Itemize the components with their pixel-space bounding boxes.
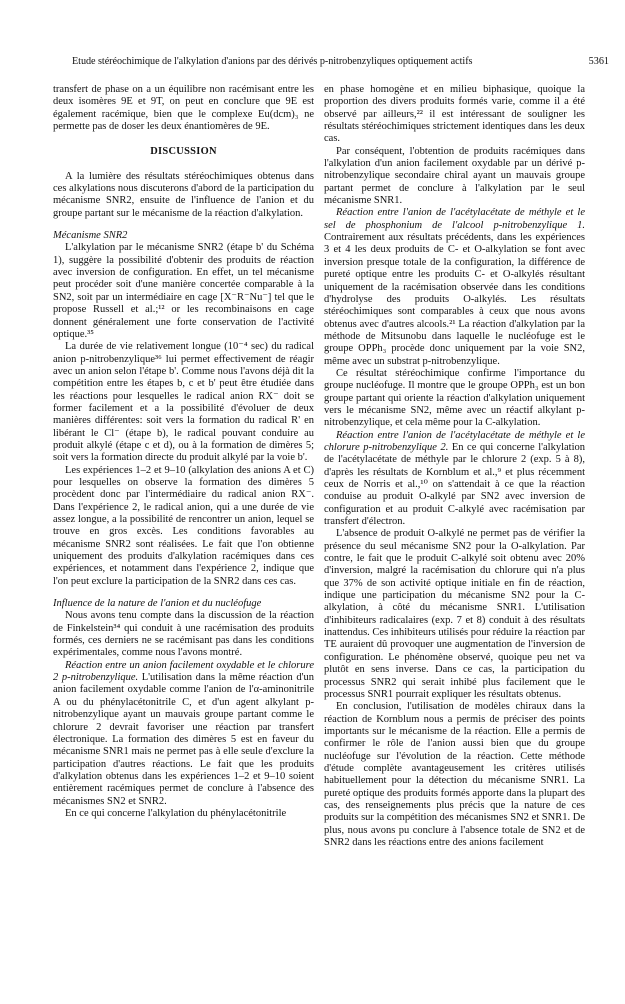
paragraph-text: En ce qui concerne l'alkylation de l'acétylacétate de méthyle par le chlorure 2 (exp. 5 à 8), d'après les résultats de Kornblum et al.,⁹ et plus récemment ceux de Norris et al.,¹⁰ on s'attendait à ce que la réaction conduise au produit O-alkylé par SN2 avec inversion de configuration et au produit C-alkylé avec racémisation par transfert d'électron. [324, 441, 586, 528]
paragraph: Par conséquent, l'obtention de produits racémiques dans l'alkylation d'un anion facilement oxydable par un dérivé p-nitrobenzylique secondaire chiral ayant un mauvais groupe partant permet de conclure à l'alkylation par le seul mécanisme SNR1. [324, 145, 585, 207]
paragraph-text: L'utilisation dans la même réaction d'un anion facilement oxydable comme l'anion de l'α-aminonitrile A ou du phénylacétonitrile C, et d'un agent alkylant p-nitrobenzylique ayant un mauvais groupe partant comme le chlorure 2 devrait favoriser une réaction par transfert électronique. La formation des dimères 5 est en faveur du mécanisme SNR1 mais ne permet pas à elle seule d'exclure la participation d'autres réactions. Le fait que les produits d'alkylation obtenus dans les expériences 1–2 et 9–10 soient entièrement racémiques permet de conclure à l'absence des mécanismes SN2 et SNR2. [53, 672, 314, 807]
paragraph: La durée de vie relativement longue (10⁻⁴ sec) du radical anion p-nitrobenzylique³⁶ lui permet effectivement de réagir avec un anion selon l'étape b'. Comme nous l'avons déjà dit la compétition entre les étapes b, c et b' peut être étudiée dans les réactions pour lesquelles le radical anion RX⁻ doit se former facilement et a la possibilité d'évoluer de deux manières différentes: soit vers la formation du radical R' en libérant le Cl⁻ (étape b), le radical pouvant conduire au produit alkylé (étape c et d), ou à la formation de dimères 5; soit vers la formation directe du produit alkylé par la voie b'. [53, 341, 314, 464]
paragraph [324, 430, 585, 529]
paragraph: Les expériences 1–2 et 9–10 (alkylation des anions A et C) pour lesquelles on observe la formation des dimères 5 procèdent donc par l'intermédiaire du radical anion RX⁻. Dans l'expérience 2, le radical anion, qui a une durée de vie assez longue, a la possibilité de rencontrer un anion, lequel se trouve en gros excès. Les conditions favorables au mécanisme SNR2 sont réalisées. Le fait que l'on obtienne uniquement des produits d'alkylation racémiques dans ces expériences, et notamment dans l'expérience 2, indique que l'on peut exclure la participation de la SNR2 dans ces cas. [53, 464, 314, 587]
paragraph [53, 660, 314, 808]
run-in-heading: Réaction entre l'anion de l'acétylacétate de méthyle et le sel de phosphonium de l'alcool p-nitrobenzylique 1. [324, 207, 585, 231]
left-column [53, 84, 314, 820]
paragraph: L'alkylation par le mécanisme SNR2 (étape b' du Schéma 1), suggère la possibilité d'obtenir des produits de réaction avec inversion de configuration. En effet, un tel mécanisme peut procéder soit d'une manière concertée comparable à la SN2, soit par un intermédiaire en cage [X⁻R⁻Nu⁻] tel que le propose Russell et al.;¹² or les recombinaisons en cage donnent généralement une forte conservation de l'activité optique.³⁵ [53, 242, 314, 340]
subsection-heading-mecanisme: Mécanisme SNR2 [53, 230, 128, 242]
paragraph-text: Contrairement aux résultats précédents, dans les expériences 3 et 4 les deux produits de C- et O-alkylation se font avec inversion presque totale de la configuration, la différence de pureté optique entre les produits C- et O-alkylés résultant uniquement de la racémisation observée dans les conditions d'hydrolyse des produits O-alkylés. Les résultats stéréochimiques sont comparables à ceux que nous avons obtenus avec d'autres alcools.²¹ La réaction d'alkylation par la méthode de Mitsunobu dans laquelle le nucléofuge est le groupe OPPh₃ procède donc uniquement par la voie SN2, même avec un substrat p-nitrobenzylique. [324, 232, 585, 367]
run-in-heading: Réaction entre un anion facilement oxydable et le chlorure 2 p-nitrobenzylique. [53, 659, 314, 684]
right-column [324, 84, 585, 849]
running-header [72, 56, 609, 70]
paragraph: L'absence de produit O-alkylé ne permet pas de vérifier la présence du seul mécanisme SN2 pour la O-alkylation. Par contre, le fait que le produit C-alkylé soit obtenu avec 20% d'inversion, malgré la racémisation du chlorure qui n'a plus que 37% de son activité optique initiale en fin de réaction, indique une participation du mécanisme SN2 pour la C-alkylation, à côté du mécanisme SNR1. L'utilisation d'inhibiteurs radicalaires (exp. 7 et 8) conduit à des résultats inattendus. Ces inhibiteurs utilisés pour réduire la réaction par TE auraient dû provoquer une augmentation de l'inversion de configuration. Le phénomène observé, quoique peu net va plutôt en sens inverse. Dans ce cas, la participation du processus SNR2 qui serait inhibé plus facilement que le processus SNR1 pourrait expliquer les résultats obtenus. [324, 528, 585, 700]
paragraph: Nous avons tenu compte dans la discussion de la réaction de Finkelstein³⁴ qui conduit à une racémisation des produits formés, ces derniers ne se racémisant pas dans les conditions expérimentales, comme nous l'avons montré. [53, 610, 314, 659]
running-title: Etude stéréochimique de l'alkylation d'anions par des dérivés p-nitrobenzyliques optiquement actifs [72, 56, 473, 67]
paragraph: A la lumière des résultats stéréochimiques obtenus dans ces alkylations nous discuterons d'abord de la participation du mécanisme SNR2, ensuite de l'influence de l'anion et du groupe partant sur le mécanisme de la réaction d'alkylation. [53, 170, 314, 219]
paragraph: en phase homogène et en milieu biphasique, quoique la proportion des divers produits formés varie, comme il a été observé par ailleurs,²² il est intéressant de souligner les résultats stéréochimiques strictement identiques dans les deux cas. [324, 84, 585, 145]
paragraph: transfert de phase on a un équilibre non racémisant entre les deux isomères 9E et 9T, on peut en conclure que 9E est également racémique, bien que le complexe Eu(dcm)₃ ne permette pas de doser les deux énantiomères de 9E. [53, 84, 314, 133]
paragraph [324, 207, 585, 367]
section-heading-discussion: DISCUSSION [150, 146, 217, 158]
run-in-heading: Réaction entre l'anion de l'acétylacétate de méthyle et le chlorure p-nitrobenzylique 2. [324, 429, 585, 453]
paragraph: En ce qui concerne l'alkylation du phénylacétonitrile [65, 807, 287, 819]
subsection-heading-influence: Influence de la nature de l'anion et du nucléofuge [53, 598, 262, 610]
page-number: 5361 [588, 56, 609, 67]
paragraph: Ce résultat stéréochimique confirme l'importance du groupe nucléofuge. Il montre que le groupe OPPh₃ est un bon groupe partant qui oriente la réaction d'alkylation uniquement vers le mécanisme SN2, même avec un réactif alkylant p-nitrobenzylique, et cela même pour la C-alkylation. [324, 367, 585, 429]
paragraph: En conclusion, l'utilisation de modèles chiraux dans la réaction de Kornblum nous a permis de préciser des points importants sur le mécanisme de la réaction. Elle a permis de confirmer le rôle de l'anion aussi bien que du groupe nucléofuge sur l'évolution de la réaction. Cette méthode d'étude complète avantageusement les critères utilisés habituellement pour la détection du mécanisme SNR1. La pureté optique des produits formés apporte dans la plupart des cas, des renseignements plus précis que la nature de ces produits sur la compétition des mécanismes SN2 et SNR1. De plus, nous avons pu conclure à l'absence totale de SN2 et de SNR2 dans les réactions entre des anions facilement [324, 701, 585, 848]
